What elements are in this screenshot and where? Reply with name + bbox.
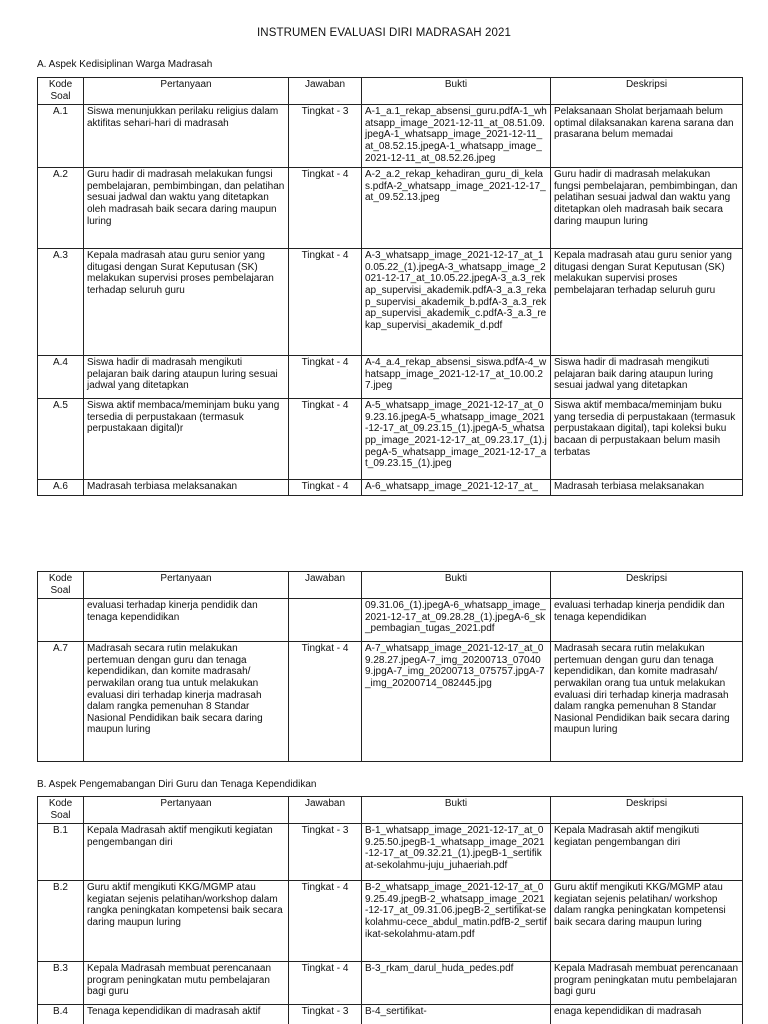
row-pertanyaan: Kepala madrasah atau guru senior yang ditugasi dengan Surat Keputusan (SK) melakukan supervisi proses pembelajaran terhadap seluruh guru: [84, 249, 289, 356]
row-kode: A.2: [38, 168, 84, 249]
row-kode: A.7: [38, 642, 84, 762]
row-bukti: A-5_whatsapp_image_2021-12-17_at_09.23.16.jpegA-5_whatsapp_image_2021-12-17_at_09.23.15_(1).jpegA-5_whatsapp_image_2021-12-17_at_09.23.17_(1).jpegA-5_whatsapp_image_2021-12-17_at_09.23.15_(1).jpeg: [362, 399, 551, 480]
section-a-heading: A. Aspek Kedisiplinan Warga Madrasah: [37, 59, 213, 70]
row-jawaban: Tingkat - 4: [289, 356, 362, 399]
row-pertanyaan: Siswa hadir di madrasah mengikuti pelajaran baik daring ataupun luring sesuai jadwal yang ditetapkan: [84, 356, 289, 399]
row-deskripsi: enaga kependidikan di madrasah: [551, 1005, 743, 1024]
table-header-row: [38, 797, 743, 824]
table-row: [38, 168, 743, 249]
section-b-heading: B. Aspek Pengemabangan Diri Guru dan Tenaga Kependidikan: [37, 779, 317, 790]
header-pertanyaan: Pertanyaan: [84, 797, 289, 824]
table-row: [38, 480, 743, 496]
row-bukti: A-2_a.2_rekap_kehadiran_guru_di_kelas.pdfA-2_whatsapp_image_2021-12-17_at_09.52.13.jpeg: [362, 168, 551, 249]
row-jawaban: Tingkat - 3: [289, 824, 362, 881]
row-deskripsi: Pelaksanaan Sholat berjamaah belum optimal dilaksanakan karena sarana dan prasarana belum memadai: [551, 105, 743, 168]
row-bukti: B-4_sertifikat-: [362, 1005, 551, 1024]
row-pertanyaan: Madrasah secara rutin melakukan pertemuan dengan guru dan tenaga kependidikan, dan komite madrasah/ perwakilan orang tua untuk melakukan evaluasi diri terhadap kinerja madrasah dalam rangka pemenuhan 8 Standar Nasional Pendidikan baik secara daring maupun luring: [84, 642, 289, 762]
row-bukti: 09.31.06_(1).jpegA-6_whatsapp_image_2021-12-17_at_09.28.28_(1).jpegA-6_sk_pembagian_tugas_2021.pdf: [362, 599, 551, 642]
row-kode: B.1: [38, 824, 84, 881]
header-deskripsi: Deskripsi: [551, 78, 743, 105]
header-deskripsi: Deskripsi: [551, 797, 743, 824]
row-bukti: A-3_whatsapp_image_2021-12-17_at_10.05.22_(1).jpegA-3_whatsapp_image_2021-12-17_at_10.05.22.jpegA-3_a.3_rekap_supervisi_akademik.pdfA-3_a.3_rekap_supervisi_akademik_b.pdfA-3_a.3_rekap_supervisi_akademik_c.pdfA-3_a.3_rekap_supervisi_akademik_d.pdf: [362, 249, 551, 356]
header-bukti: Bukti: [362, 78, 551, 105]
table-section-a: [37, 77, 743, 496]
header-pertanyaan: Pertanyaan: [84, 572, 289, 599]
header-kode: Kode Soal: [38, 797, 84, 824]
header-jawaban: Jawaban: [289, 78, 362, 105]
row-pertanyaan: Madrasah terbiasa melaksanakan: [84, 480, 289, 496]
table-row: [38, 356, 743, 399]
row-deskripsi: Siswa aktif membaca/meminjam buku yang tersedia di perpustakaan (termasuk perpustakaan digital), tapi koleksi buku bacaan di perpustakaan belum masih terbatas: [551, 399, 743, 480]
row-deskripsi: Kepala madrasah atau guru senior yang ditugasi dengan Surat Keputusan (SK) melakukan supervisi proses pembelajaran terhadap seluruh guru: [551, 249, 743, 356]
row-pertanyaan: evaluasi terhadap kinerja pendidik dan tenaga kependidikan: [84, 599, 289, 642]
row-deskripsi: Siswa hadir di madrasah mengikuti pelajaran baik daring ataupun luring sesuai jadwal yang ditetapkan: [551, 356, 743, 399]
table-row: [38, 962, 743, 1005]
row-pertanyaan: Kepala Madrasah membuat perencanaan program peningkatan mutu pembelajaran bagi guru: [84, 962, 289, 1005]
row-kode: A.5: [38, 399, 84, 480]
row-jawaban: Tingkat - 4: [289, 962, 362, 1005]
header-deskripsi: Deskripsi: [551, 572, 743, 599]
document-title: INSTRUMEN EVALUASI DIRI MADRASAH 2021: [257, 27, 511, 39]
row-deskripsi: Kepala Madrasah aktif mengikuti kegiatan pengembangan diri: [551, 824, 743, 881]
header-bukti: Bukti: [362, 797, 551, 824]
row-jawaban: [289, 599, 362, 642]
table-row: [38, 824, 743, 881]
row-bukti: A-4_a.4_rekap_absensi_siswa.pdfA-4_whatsapp_image_2021-12-17_at_10.00.27.jpeg: [362, 356, 551, 399]
row-kode: A.1: [38, 105, 84, 168]
header-jawaban: Jawaban: [289, 797, 362, 824]
row-bukti: B-2_whatsapp_image_2021-12-17_at_09.25.49.jpegB-2_whatsapp_image_2021-12-17_at_09.31.06.jpegB-2_sertifikat-sekolahmu-cece_abdul_matin.pdfB-2_sertifikat-sekolahmu-atam.pdf: [362, 881, 551, 962]
row-jawaban: Tingkat - 4: [289, 642, 362, 762]
row-jawaban: Tingkat - 4: [289, 399, 362, 480]
row-pertanyaan: Siswa menunjukkan perilaku religius dalam aktifitas sehari-hari di madrasah: [84, 105, 289, 168]
row-deskripsi: Madrasah terbiasa melaksanakan: [551, 480, 743, 496]
row-pertanyaan: Kepala Madrasah aktif mengikuti kegiatan pengembangan diri: [84, 824, 289, 881]
row-kode: A.3: [38, 249, 84, 356]
row-jawaban: Tingkat - 3: [289, 105, 362, 168]
row-deskripsi: Guru hadir di madrasah melakukan fungsi pembelajaran, pembimbingan, dan pelatihan sesuai jadwal dan waktu yang ditetapkan oleh madrasah baik secara daring maupun luring: [551, 168, 743, 249]
table-row: [38, 399, 743, 480]
row-pertanyaan: Tenaga kependidikan di madrasah aktif: [84, 1005, 289, 1024]
table-row: [38, 599, 743, 642]
table-row: [38, 1005, 743, 1024]
row-pertanyaan: Guru aktif mengikuti KKG/MGMP atau kegiatan sejenis pelatihan/workshop dalam rangka peningkatan kompetensi baik secara daring maupun luring: [84, 881, 289, 962]
row-jawaban: Tingkat - 3: [289, 1005, 362, 1024]
row-kode: A.6: [38, 480, 84, 496]
header-jawaban: Jawaban: [289, 572, 362, 599]
row-bukti: A-7_whatsapp_image_2021-12-17_at_09.28.27.jpegA-7_img_20200713_070409.jpgA-7_img_20200713_075757.jpgA-7_img_20200714_082445.jpg: [362, 642, 551, 762]
row-pertanyaan: Siswa aktif membaca/meminjam buku yang tersedia di perpustakaan (termasuk perpustakaan digital)r: [84, 399, 289, 480]
row-deskripsi: evaluasi terhadap kinerja pendidik dan tenaga kependidikan: [551, 599, 743, 642]
row-jawaban: Tingkat - 4: [289, 480, 362, 496]
table-row: [38, 881, 743, 962]
row-kode: A.4: [38, 356, 84, 399]
table-section-a-continued: [37, 571, 743, 762]
header-pertanyaan: Pertanyaan: [84, 78, 289, 105]
table-header-row: [38, 78, 743, 105]
table-section-b: [37, 796, 743, 1024]
table-row: [38, 642, 743, 762]
table-row: [38, 249, 743, 356]
row-kode: B.3: [38, 962, 84, 1005]
row-jawaban: Tingkat - 4: [289, 168, 362, 249]
row-bukti: B-1_whatsapp_image_2021-12-17_at_09.25.50.jpegB-1_whatsapp_image_2021-12-17_at_09.32.21_(1).jpegB-1_sertifikat-sekolahmu-juju_juhaeriah.pdf: [362, 824, 551, 881]
table-header-row: [38, 572, 743, 599]
header-kode: Kode Soal: [38, 572, 84, 599]
row-bukti: A-6_whatsapp_image_2021-12-17_at_: [362, 480, 551, 496]
row-deskripsi: Guru aktif mengikuti KKG/MGMP atau kegiatan sejenis pelatihan/ workshop dalam rangka peningkatan kompetensi baik secara daring maupun luring: [551, 881, 743, 962]
row-jawaban: Tingkat - 4: [289, 249, 362, 356]
header-kode: Kode Soal: [38, 78, 84, 105]
row-kode: [38, 599, 84, 642]
header-bukti: Bukti: [362, 572, 551, 599]
row-pertanyaan: Guru hadir di madrasah melakukan fungsi pembelajaran, pembimbingan, dan pelatihan sesuai jadwal dan waktu yang ditetapkan oleh madrasah baik secara daring maupun luring: [84, 168, 289, 249]
row-kode: B.4: [38, 1005, 84, 1024]
row-bukti: A-1_a.1_rekap_absensi_guru.pdfA-1_whatsapp_image_2021-12-11_at_08.51.09.jpegA-1_whatsapp_image_2021-12-11_at_08.52.15.jpegA-1_whatsapp_image_2021-12-11_at_08.52.26.jpeg: [362, 105, 551, 168]
row-bukti: B-3_rkam_darul_huda_pedes.pdf: [362, 962, 551, 1005]
row-deskripsi: Kepala Madrasah membuat perencanaan program peningkatan mutu pembelajaran bagi guru: [551, 962, 743, 1005]
row-kode: B.2: [38, 881, 84, 962]
table-row: [38, 105, 743, 168]
row-deskripsi: Madrasah secara rutin melakukan pertemuan dengan guru dan tenaga kependidikan, dan komite madrasah/ perwakilan orang tua untuk melakukan evaluasi diri terhadap kinerja madrasah dalam rangka pemenuhan 8 Standar Nasional Pendidikan baik secara daring maupun luring: [551, 642, 743, 762]
row-jawaban: Tingkat - 4: [289, 881, 362, 962]
